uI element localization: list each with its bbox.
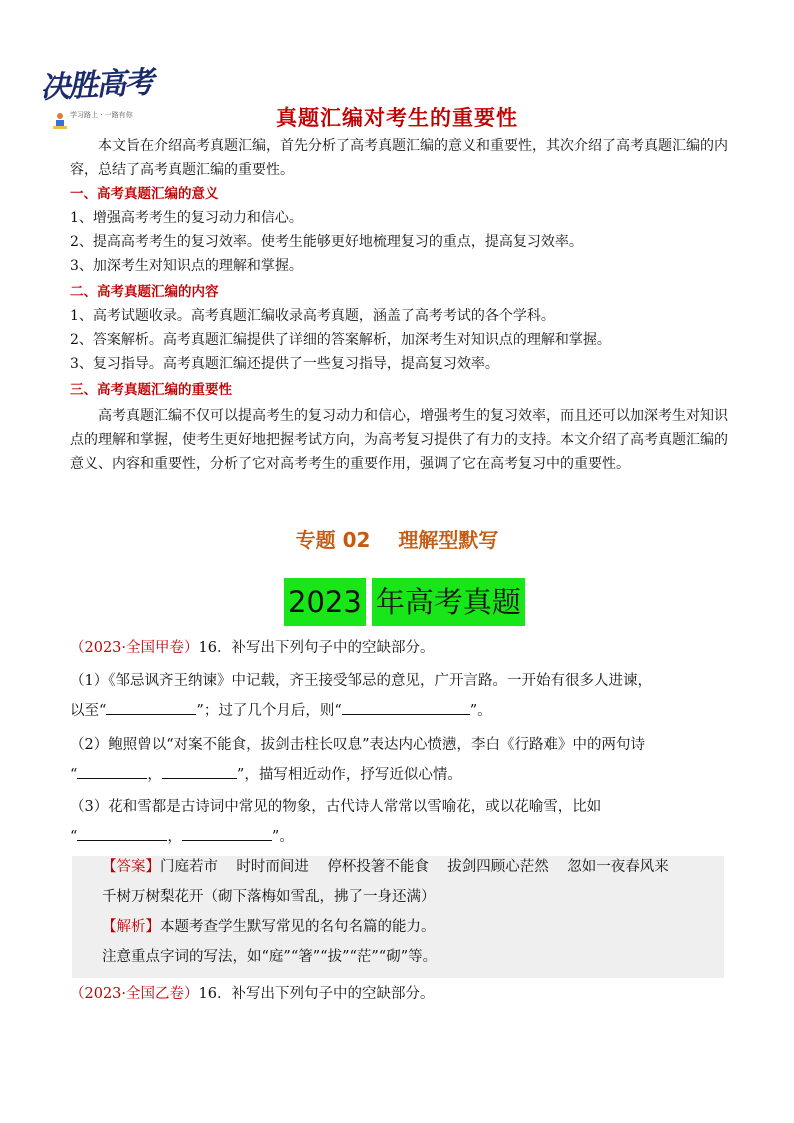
year-suffix: 年高考真题 <box>372 578 525 626</box>
analysis-tag: 【解析】 <box>102 919 160 935</box>
section2-heading: 二、高考真题汇编的内容 <box>70 284 219 300</box>
logo-title: 决胜高考 <box>39 65 154 106</box>
part1-line1: （1）《邹忌讽齐王纳谏》中记载，齐王接受邹忌的意见，广开言路。一开始有很多人进谏， <box>70 673 652 689</box>
year-label: 2023 <box>284 578 366 626</box>
question1-part1 <box>70 666 730 726</box>
main-title: 真题汇编对考生的重要性 <box>276 106 518 130</box>
question1-header <box>70 633 730 663</box>
analysis-line1 <box>102 912 436 942</box>
quote-open: 以至“ <box>70 703 107 719</box>
question1-part2 <box>70 730 730 790</box>
section1-heading: 一、高考真题汇编的意义 <box>70 186 219 202</box>
question1-part3 <box>70 792 730 852</box>
answer-text: 门庭若市 时时而间进 停杯投箸不能食 拔剑四顾心茫然 忽如一夜春风来 <box>160 859 669 875</box>
answer-blank[interactable] <box>77 824 167 841</box>
part1-line2 <box>70 696 730 726</box>
answer-box <box>72 856 724 978</box>
section2-item: 1、高考试题收录。高考真题汇编收录高考真题，涵盖了高考考试的各个学科。 <box>70 308 555 324</box>
question1-source: （2023·全国甲卷） <box>70 640 199 656</box>
answer-blank[interactable] <box>182 824 272 841</box>
analysis-text: 本题考查学生默写常见的名句名篇的能力。 <box>160 919 436 935</box>
answer-blank[interactable] <box>77 762 147 779</box>
comma: ， <box>147 767 162 783</box>
section2-item: 3、复习指导。高考真题汇编还提供了一些复习指导，提高复习效率。 <box>70 356 499 372</box>
question2-header <box>70 979 730 1009</box>
section1-item: 2、提高高考考生的复习效率。使考生能够更好地梳理复习的重点，提高复习效率。 <box>70 234 583 250</box>
topic-title: 专题 02 理解型默写 <box>295 528 499 552</box>
question2-stem: 16．补写出下列句子中的空缺部分。 <box>198 986 435 1002</box>
part1-middle: ”；过了几个月后，则“ <box>196 703 342 719</box>
part3-line1: （3）花和雪都是古诗词中常见的物象，古代诗人常常以雪喻花，或以花喻雪，比如 <box>70 799 602 815</box>
section1-item: 3、加深考生对知识点的理解和掌握。 <box>70 258 303 274</box>
quote-open: “ <box>70 829 78 845</box>
quote-close: ”。 <box>271 829 294 845</box>
section2-item: 2、答案解析。高考真题汇编提供了详细的答案解析，加深考生对知识点的理解和掌握。 <box>70 332 611 348</box>
answer-blank[interactable] <box>162 762 237 779</box>
section1-item: 1、增强高考考生的复习动力和信心。 <box>70 210 303 226</box>
part2-line1: （2）鲍照曾以“对案不能食，拔剑击柱长叹息”表达内心愤懑，李白《行路难》中的两句诗 <box>70 737 646 753</box>
part2-line2 <box>70 760 730 790</box>
question1-stem: 16．补写出下列句子中的空缺部分。 <box>198 640 435 656</box>
answer-blank[interactable] <box>342 698 470 715</box>
part2-end: ”，描写相近动作，抒写近似心情。 <box>236 767 462 783</box>
intro-paragraph: 本文旨在介绍高考真题汇编，首先分析了高考真题汇编的意义和重要性，其次介绍了高考真题汇编的内容，总结了高考真题汇编的重要性。 <box>70 138 728 178</box>
analysis-line2: 注意重点字词的写法，如“庭”“箸”“拔”“茫”“砌”等。 <box>102 949 438 965</box>
answer-line2: 千树万树梨花开（砌下落梅如雪乱，拂了一身还满） <box>102 889 436 905</box>
section3-heading: 三、高考真题汇编的重要性 <box>70 382 232 398</box>
logo-tagline: 学习路上 · 一路有你 <box>70 111 133 119</box>
question2-source: （2023·全国乙卷） <box>70 986 199 1002</box>
section3-paragraph: 高考真题汇编不仅可以提高考生的复习动力和信心，增强考生的复习效率，而且还可以加深考生对知识点的理解和掌握，使考生更好地把握考试方向，为高考复习提供了有力的支持。本文介绍了高考真题汇编的意义、内容和重要性，分析了它对高考考生的重要作用，强调了它在高考复习中的重要性。 <box>70 408 728 472</box>
comma: ， <box>167 829 182 845</box>
answer-tag: 【答案】 <box>102 859 160 875</box>
answer-blank[interactable] <box>106 698 196 715</box>
answer-line1 <box>102 852 669 882</box>
quote-open: “ <box>70 767 78 783</box>
year-banner <box>284 578 525 626</box>
quote-close: ”。 <box>469 703 492 719</box>
part3-line2 <box>70 822 730 852</box>
